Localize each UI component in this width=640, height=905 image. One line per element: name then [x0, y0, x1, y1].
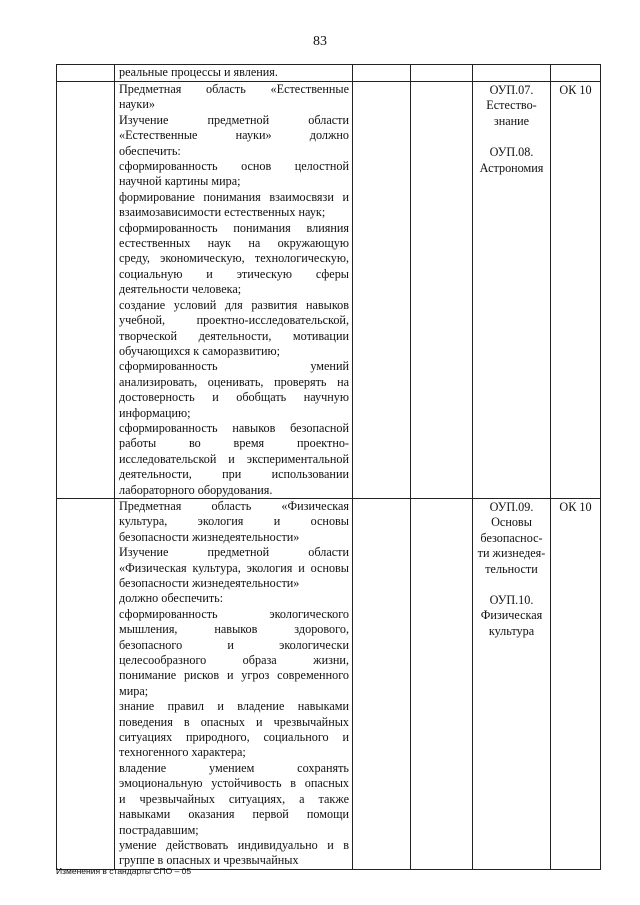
cell-competence [551, 82, 601, 499]
subject-line: знание [493, 113, 530, 128]
text-line: поведения в опасных и чрезвычайных [119, 714, 349, 729]
text-line: науки» [119, 97, 155, 112]
text-line: деятельности человека; [119, 282, 242, 297]
description-text [115, 82, 352, 498]
table-row [57, 498, 601, 869]
cell-empty [411, 82, 473, 499]
text-line: Изучение предметной области [119, 112, 349, 127]
subject-line: тельности [485, 561, 538, 576]
cell-empty [411, 498, 473, 869]
cell-empty [353, 498, 411, 869]
text-line: понимание рисков и угроз современного [119, 668, 349, 683]
text-line: сформированность экологического [119, 606, 349, 621]
text-line: достоверность и обобщать научную [119, 390, 349, 405]
text-line: владение умением сохранять [119, 760, 349, 775]
text-line: творческой деятельности, мотивации [119, 328, 349, 343]
page-number: 83 [313, 34, 327, 49]
subject-line: Естество- [486, 98, 537, 113]
text-line: «Естественные науки» должно [119, 128, 349, 143]
cell-empty [473, 65, 551, 82]
footer-note: Изменения в стандарты СПО – 05 [56, 866, 192, 876]
text-line: безопасного и экологически [119, 637, 349, 652]
cell-empty [411, 65, 473, 82]
text-line: должно обеспечить: [119, 591, 224, 606]
text-line: среду, экономическую, технологическую, [119, 251, 349, 266]
text-line: исследовательской и экспериментальной [119, 451, 349, 466]
text-line: пострадавшим; [119, 822, 199, 837]
text-line: Предметная область «Физическая [119, 498, 349, 513]
description-text [115, 499, 352, 869]
text-line: «Физическая культура, экология и основы [119, 560, 349, 575]
text-line: создание условий для развития навыков [119, 297, 349, 312]
text-line: Изучение предметной области [119, 545, 349, 560]
subject-line: ОУП.09. [489, 499, 534, 514]
text-line: и чрезвычайных ситуациях, а также [119, 791, 349, 806]
subject-line: Основы [491, 515, 532, 530]
text-line: деятельности, при использовании [119, 467, 349, 482]
text-line: взаимозависимости естественных наук; [119, 205, 326, 220]
text-line: знание правил и владение навыками [119, 699, 349, 714]
standards-table [56, 64, 601, 870]
text-line: сформированность умений [119, 359, 349, 374]
text-line: Предметная область «Естественные [119, 82, 349, 96]
subject-line [475, 577, 548, 593]
text-line: мира; [119, 683, 149, 698]
text-line: целесообразного образа жизни, [119, 653, 349, 668]
text-line: техногенного характера; [119, 745, 246, 760]
text-line: обучающихся к саморазвитию; [119, 343, 280, 358]
table-row [57, 82, 601, 499]
cell-empty [57, 65, 115, 82]
cell-competence [551, 498, 601, 869]
text-line: информацию; [119, 405, 191, 420]
subject-line: Астрономия [479, 160, 544, 175]
text-line: безопасности жизнедеятельности» [119, 576, 300, 590]
description-text: реальные процессы и явления. [119, 65, 278, 79]
text-line: анализировать, оценивать, проверять на [119, 374, 349, 389]
text-line: ситуациях природного, социального и [119, 730, 349, 745]
cell-description [115, 82, 353, 499]
text-line: формирование понимания взаимосвязи и [119, 189, 349, 204]
cell-empty [353, 82, 411, 499]
cell-empty [57, 498, 115, 869]
competence-code: ОК 10 [559, 499, 592, 514]
subject-codes [473, 499, 550, 639]
text-line: сформированность навыков безопасной [119, 420, 349, 435]
text-line: эмоциональную устойчивость в опасных [119, 776, 349, 791]
text-line: обеспечить: [119, 143, 181, 158]
cell-description [115, 498, 353, 869]
text-line: лабораторного оборудования. [119, 482, 273, 497]
subject-line: ОУП.08. [489, 145, 534, 160]
text-line: культура, экология и основы [119, 514, 349, 529]
table-row [57, 65, 601, 82]
text-line: работы во время проектно- [119, 436, 349, 451]
text-line: умение действовать индивидуально и в [119, 837, 349, 852]
text-line: учебной, проектно-исследовательской, [119, 313, 349, 328]
subject-line: ОУП.07. [489, 83, 534, 97]
cell-empty [353, 65, 411, 82]
cell-subjects [473, 498, 551, 869]
text-line: навыками оказания первой помощи [119, 807, 349, 822]
cell-empty [57, 82, 115, 499]
subject-line: Физическая [480, 608, 543, 623]
text-line: сформированность основ целостной [119, 159, 349, 174]
subject-line: культура [488, 623, 535, 638]
subject-line: ти жизнедея- [477, 546, 546, 561]
text-line: мышления, навыков здорового, [119, 622, 349, 637]
subject-line: безопаснос- [480, 530, 543, 545]
subject-line [475, 129, 548, 145]
subject-codes [473, 82, 550, 176]
competence-code: ОК 10 [559, 83, 592, 97]
text-line: сформированность понимания влияния [119, 220, 349, 235]
cell-empty [551, 65, 601, 82]
text-line: естественных наук на окружающую [119, 236, 349, 251]
text-line: группе в опасных и чрезвычайных [119, 853, 299, 868]
cell-subjects [473, 82, 551, 499]
text-line: социальную и этическую сферы [119, 266, 349, 281]
text-line: научной картины мира; [119, 174, 241, 189]
subject-line: ОУП.10. [489, 593, 534, 607]
cell-description [115, 65, 353, 82]
text-line: безопасности жизнедеятельности» [119, 529, 300, 544]
